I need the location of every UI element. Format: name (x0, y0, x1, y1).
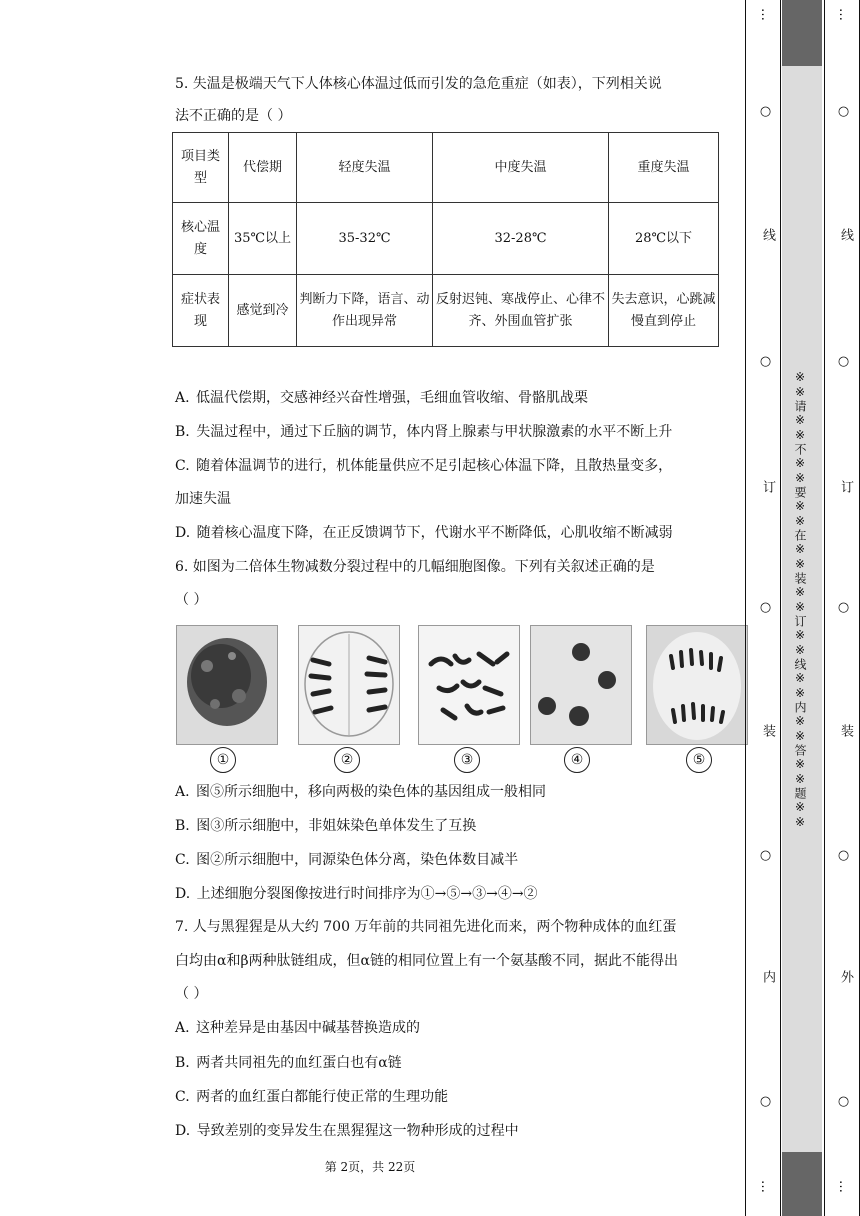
q5-stem-line2: 法不正确的是（ ） (175, 108, 292, 124)
q6-option-a[interactable] (175, 782, 546, 802)
table-row (173, 133, 719, 203)
option-label: D. (175, 886, 191, 902)
option-text: 图⑤所示细胞中，移向两极的染色体的基因组成一般相同 (196, 784, 547, 800)
option-label: C. (175, 1089, 190, 1105)
q5-stem-line1: 5. 失温是极端天气下人体核心体温过低而引发的急危重症（如表），下列相关说 (175, 76, 662, 92)
binding-dots: … (758, 1180, 773, 1193)
option-text: 低温代偿期，交感神经兴奋性增强，毛细血管收缩、骨骼肌战栗 (196, 390, 589, 406)
option-label: A. (175, 784, 190, 800)
page-footer: 第 2页，共 22页 (324, 1160, 416, 1174)
figure-label: ④ (564, 747, 590, 773)
binding-dots: … (836, 8, 851, 27)
table-cell: 失去意识，心跳减慢直到停止 (609, 275, 719, 347)
binding-mark-zhuang: 装 (760, 724, 775, 737)
cell-image-1 (176, 625, 278, 745)
q7-stem-line2: 白均由α和β两种肽链组成，但α链的相同位置上有一个氨基酸不同，据此不能得出 (175, 953, 678, 969)
cell-figures (172, 625, 746, 775)
table-cell: 核心温度 (173, 203, 229, 275)
binding-circle: ○ (758, 354, 773, 369)
table-cell: 32-28℃ (433, 203, 609, 275)
figure-label: ① (210, 747, 236, 773)
option-text: 上述细胞分裂图像按进行时间排序为①→⑤→③→④→② (196, 886, 538, 902)
q7-option-d[interactable] (175, 1121, 519, 1141)
q7-option-c[interactable] (175, 1087, 448, 1107)
table-cell: 代偿期 (229, 133, 297, 203)
table-cell: 重度失温 (609, 133, 719, 203)
q6-stem-line1: 6. 如图为二倍体生物减数分裂过程中的几幅细胞图像。下列有关叙述正确的是 (175, 559, 655, 575)
option-label: D. (175, 525, 191, 541)
option-text: 这种差异是由基因中碱基替换造成的 (196, 1020, 421, 1036)
option-label: B. (175, 818, 190, 834)
q5-option-c[interactable] (175, 456, 672, 476)
option-text: 图②所示细胞中，同源染色体分离，染色体数目减半 (196, 852, 519, 868)
binding-mark-zhuang: 装 (838, 724, 853, 737)
option-text: 图③所示细胞中，非姐妹染色单体发生了互换 (196, 818, 477, 834)
cell-image-5 (646, 625, 748, 745)
binding-circle: ○ (836, 848, 851, 863)
figure-label: ⑤ (686, 747, 712, 773)
binding-circle: ○ (758, 600, 773, 615)
option-label: C. (175, 458, 190, 474)
q5-option-c-cont: 加速失温 (175, 491, 231, 507)
binding-circle: ○ (836, 104, 851, 119)
table-cell: 中度失温 (433, 133, 609, 203)
binding-circle: ○ (836, 354, 851, 369)
binding-mark-ding: 订 (838, 480, 853, 493)
binding-dots: … (758, 8, 773, 27)
binding-circle: ○ (758, 104, 773, 119)
hypothermia-table (172, 132, 719, 347)
option-text: 随着体温调节的进行，机体能量供应不足引起核心体温下降，且散热量变多， (196, 458, 673, 474)
figure-label: ② (334, 747, 360, 773)
cell-image-3 (418, 625, 520, 745)
q6-option-b[interactable] (175, 816, 476, 836)
table-cell: 感觉到冷 (229, 275, 297, 347)
binding-dark-block-top (782, 0, 822, 66)
binding-circle: ○ (758, 1094, 773, 1109)
table-cell: 35-32℃ (297, 203, 433, 275)
option-text: 随着核心温度下降，在正反馈调节下，代谢水平不断降低，心肌收缩不断减弱 (196, 525, 673, 541)
table-row (173, 203, 719, 275)
table-cell: 反射迟钝、寒战停止、心律不齐、外围血管扩张 (433, 275, 609, 347)
binding-mark-ding: 订 (760, 480, 775, 493)
table-row (173, 275, 719, 347)
q5-option-a[interactable] (175, 388, 588, 408)
option-label: A. (175, 1020, 190, 1036)
q6-option-c[interactable] (175, 850, 518, 870)
option-text: 两者共同祖先的血红蛋白也有α链 (196, 1055, 402, 1071)
binding-circle: ○ (758, 848, 773, 863)
table-cell: 轻度失温 (297, 133, 433, 203)
option-label: B. (175, 424, 190, 440)
cell-image-2 (298, 625, 400, 745)
binding-circle: ○ (836, 1094, 851, 1109)
binding-notice: ※※请※※不※※要※※在※※装※※订※※线※※内※※答※※题※※ (793, 370, 807, 830)
q5-option-b[interactable] (175, 422, 672, 442)
binding-mark-wai: 外 (838, 970, 853, 983)
option-label: D. (175, 1123, 191, 1139)
option-label: A. (175, 390, 190, 406)
q6-option-d[interactable] (175, 884, 538, 904)
option-text: 导致差别的变异发生在黑猩猩这一物种形成的过程中 (196, 1123, 519, 1139)
q6-stem-line2: （ ） (175, 592, 208, 608)
binding-dark-block-bottom (782, 1152, 822, 1216)
option-label: C. (175, 852, 190, 868)
figure-label: ③ (454, 747, 480, 773)
q7-option-a[interactable] (175, 1018, 420, 1038)
binding-circle: ○ (836, 600, 851, 615)
binding-mark-xian: 线 (838, 228, 853, 241)
table-cell: 28℃以下 (609, 203, 719, 275)
option-label: B. (175, 1055, 190, 1071)
binding-mark-xian: 线 (760, 228, 775, 241)
q5-option-d[interactable] (175, 523, 673, 543)
option-text: 失温过程中，通过下丘脑的调节，体内肾上腺素与甲状腺激素的水平不断上升 (196, 424, 673, 440)
option-text: 两者的血红蛋白都能行使正常的生理功能 (196, 1089, 449, 1105)
q7-stem-line3: （ ） (175, 986, 208, 1002)
q7-stem-line1: 7. 人与黑猩猩是从大约 700 万年前的共同祖先进化而来，两个物种成体的血红蛋 (175, 919, 677, 935)
table-cell: 判断力下降，语言、动作出现异常 (297, 275, 433, 347)
binding-mark-nei: 内 (760, 970, 775, 983)
cell-image-4 (530, 625, 632, 745)
binding-dots: … (836, 1180, 851, 1193)
table-cell: 项目类型 (173, 133, 229, 203)
q7-option-b[interactable] (175, 1053, 402, 1073)
table-cell: 症状表现 (173, 275, 229, 347)
table-cell: 35℃以上 (229, 203, 297, 275)
